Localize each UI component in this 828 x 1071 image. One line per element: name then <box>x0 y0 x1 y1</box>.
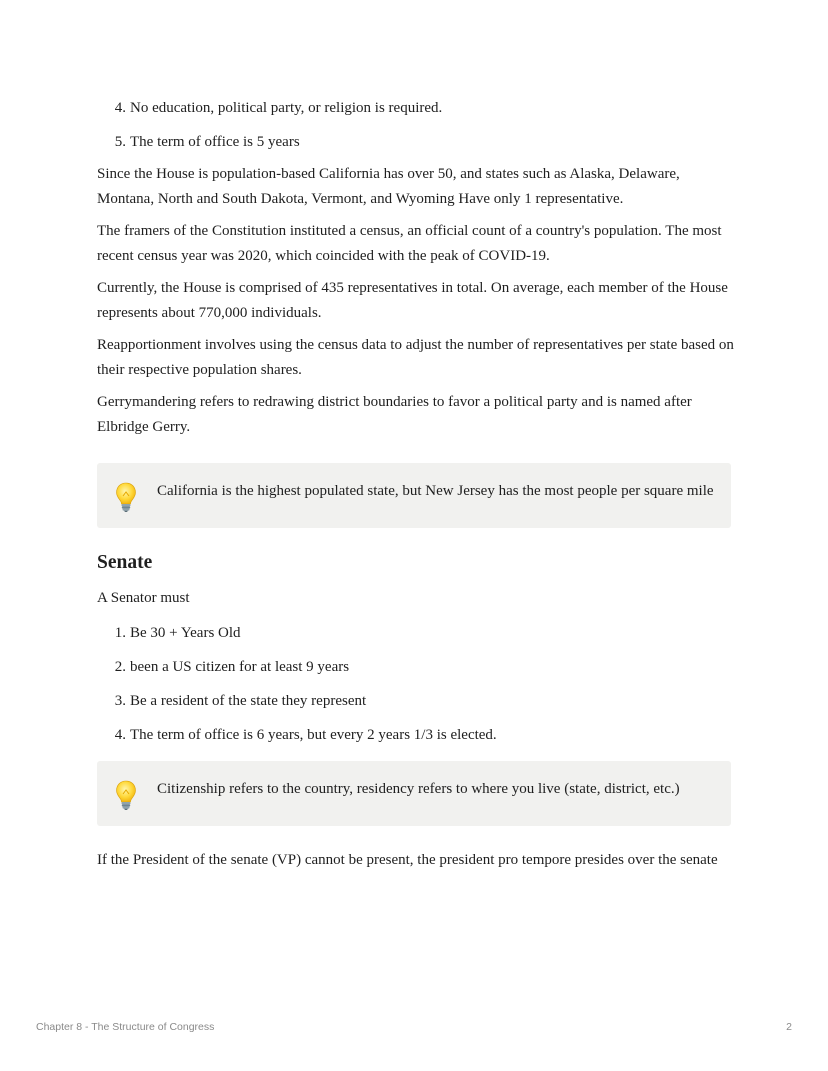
list-item <box>97 130 737 154</box>
paragraph: A Senator must <box>97 590 190 606</box>
paragraph: Reapportionment involves using the census data to adjust the number of representatives per state based on their respective population shares. <box>97 337 734 378</box>
list-item <box>97 689 737 713</box>
list-text: Be a resident of the state they represent <box>130 692 367 709</box>
list-number: 1. <box>114 624 126 641</box>
list-number: 5. <box>114 134 126 150</box>
lightbulb-icon <box>113 479 157 512</box>
list-number: 4. <box>114 726 126 743</box>
footer-chapter-title: Chapter 8 - The Structure of Congress <box>36 1021 215 1033</box>
paragraph: If the President of the senate (VP) cannot be present, the president pro tempore presides over the senate <box>97 851 718 868</box>
list-text: been a US citizen for at least 9 years <box>130 658 350 675</box>
section-heading-senate: Senate <box>97 552 153 573</box>
footer-page-number: 2 <box>786 1021 792 1033</box>
list-text: The term of office is 5 years <box>130 134 300 150</box>
list-item <box>97 621 737 645</box>
paragraph: Since the House is population-based California has over 50, and states such as Alaska, Delaware, Montana, North and South Dakota, Vermont, and Wyoming Have only 1 representative. <box>97 166 680 207</box>
list-text: The term of office is 6 years, but every 2 years 1/3 is elected. <box>130 726 497 743</box>
document-body <box>97 96 737 880</box>
paragraph: Currently, the House is comprised of 435 representatives in total. On average, each member of the House represents about 770,000 individuals. <box>97 280 728 321</box>
list-number: 2. <box>114 658 126 675</box>
callout-box <box>97 761 731 826</box>
list-item <box>97 96 737 120</box>
list-text: No education, political party, or religion is required. <box>130 100 443 116</box>
numbered-list-senate <box>97 621 737 747</box>
page-footer <box>36 1021 792 1033</box>
paragraph: Gerrymandering refers to redrawing district boundaries to favor a political party and is named after Elbridge Gerry. <box>97 394 692 435</box>
list-item <box>97 723 737 747</box>
lightbulb-icon <box>113 777 157 810</box>
list-text: Be 30 + Years Old <box>130 624 241 641</box>
list-item <box>97 655 737 679</box>
paragraph: The framers of the Constitution instituted a census, an official count of a country's population. The most recent census year was 2020, which coincided with the peak of COVID-19. <box>97 223 722 264</box>
callout-text: California is the highest populated state, but New Jersey has the most people per square mile <box>157 483 714 499</box>
callout-box <box>97 463 731 528</box>
callout-text: Citizenship refers to the country, residency refers to where you live (state, district, etc.) <box>157 780 680 797</box>
list-number: 3. <box>114 692 126 709</box>
list-number: 4. <box>114 100 126 116</box>
numbered-list-top <box>97 96 737 154</box>
